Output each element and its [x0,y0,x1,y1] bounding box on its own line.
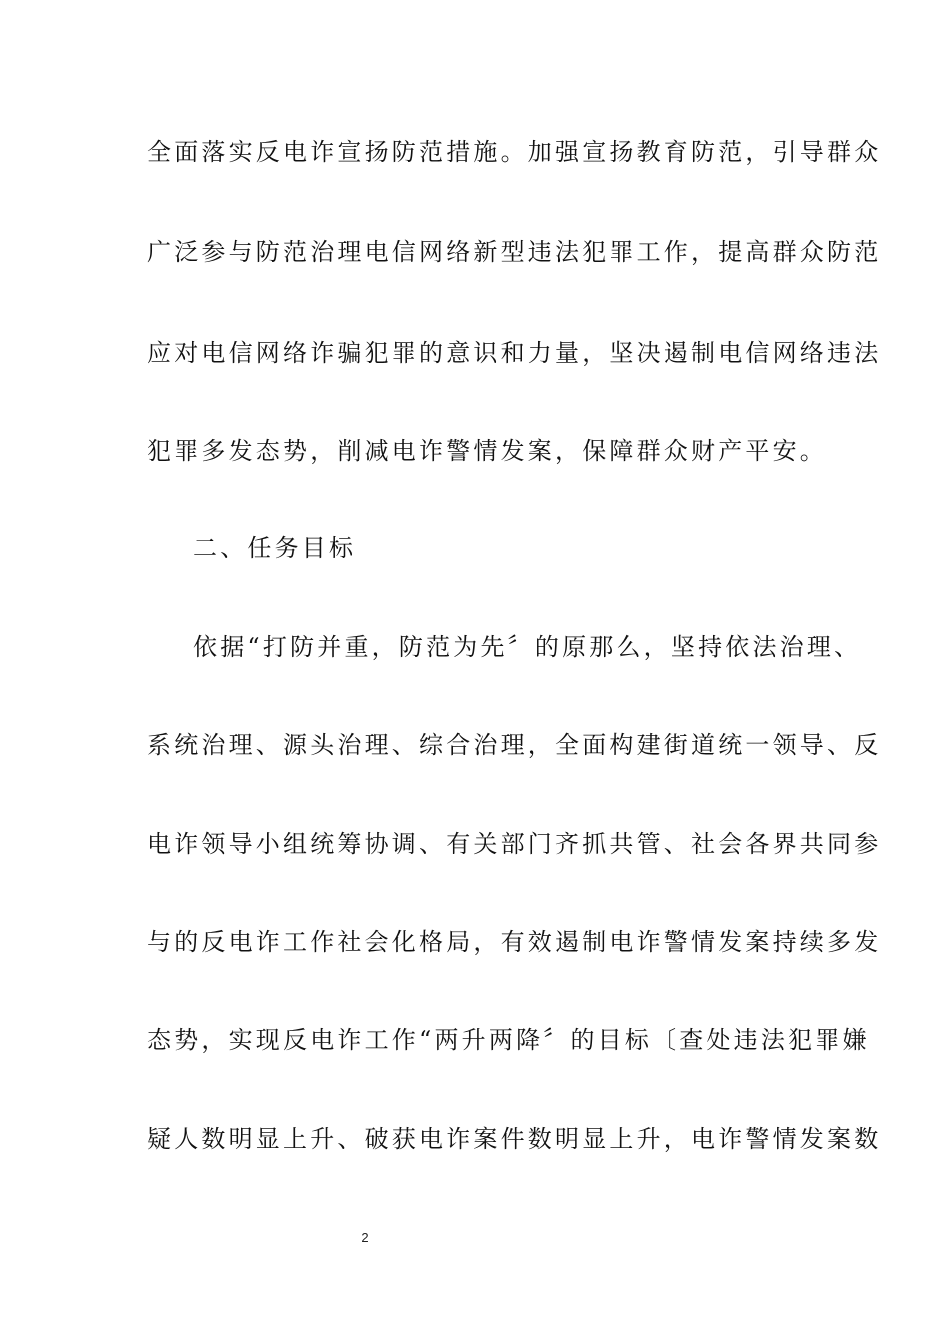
body-text-line: 疑人数明显上升、破获电诈案件数明显上升，电诈警情发案数 [147,1125,882,1153]
body-text-line: 电诈领导小组统筹协调、有关部门齐抓共管、社会各界共同参 [147,830,882,858]
body-text-line: 全面落实反电诈宣扬防范措施。加强宣扬教育防范，引导群众 [147,138,882,166]
body-text-line: 系统治理、源头治理、综合治理，全面构建街道统一领导、反 [147,731,882,759]
body-text-line: 态势，实现反电诈工作“两升两降〞的目标〔查处违法犯罪嫌 [147,1026,870,1054]
page-number: 2 [361,1230,369,1245]
paragraph-first-line: 依据“打防并重，防范为先〞的原那么，坚持依法治理、 [193,633,862,661]
section-heading: 二、任务目标 [193,534,357,562]
body-text-line: 与的反电诈工作社会化格局，有效遏制电诈警情发案持续多发 [147,928,882,956]
body-text-line: 应对电信网络诈骗犯罪的意识和力量，坚决遏制电信网络违法 [147,339,882,367]
body-text-line: 广泛参与防范治理电信网络新型违法犯罪工作，提高群众防范 [147,238,882,266]
body-text-line: 犯罪多发态势，削减电诈警情发案，保障群众财产平安。 [147,437,827,465]
